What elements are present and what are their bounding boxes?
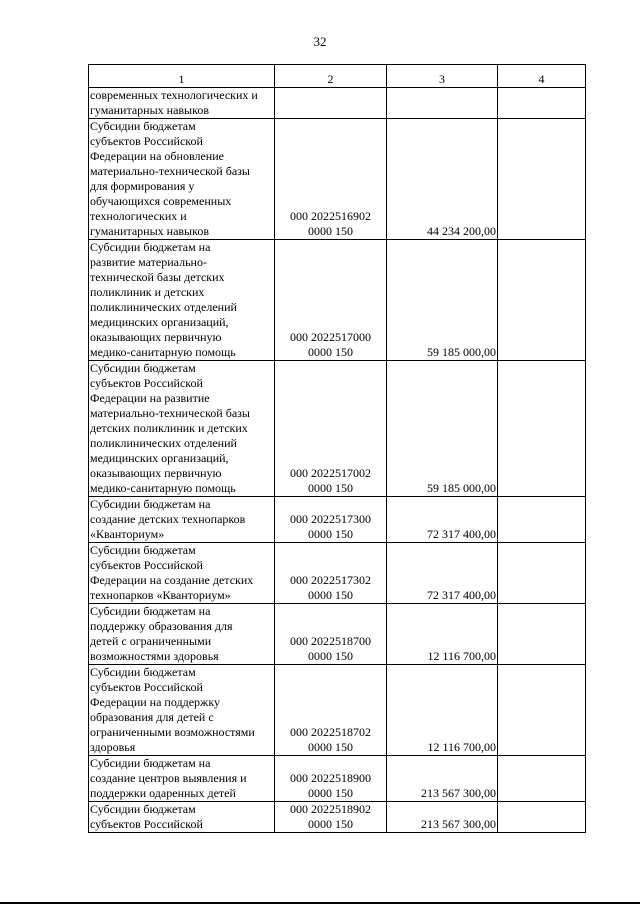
row-amount-cell: 213 567 300,00 bbox=[387, 802, 498, 833]
table-body bbox=[89, 88, 586, 833]
row-name-text: Субсидии бюджетам субъектов Российской bbox=[90, 802, 203, 831]
row-extra-cell bbox=[498, 240, 586, 361]
row-code-cell: 000 2022517002 0000 150 bbox=[275, 361, 387, 497]
row-name-cell bbox=[89, 361, 275, 497]
row-code-cell: 000 2022517300 0000 150 bbox=[275, 497, 387, 543]
row-name-cell bbox=[89, 497, 275, 543]
row-extra-cell bbox=[498, 802, 586, 833]
row-name-cell bbox=[89, 665, 275, 756]
row-code-cell: 000 2022518702 0000 150 bbox=[275, 665, 387, 756]
row-name-cell bbox=[89, 802, 275, 833]
row-name-text: современных технологических и гуманитарных навыков bbox=[90, 88, 258, 117]
table-row bbox=[89, 119, 586, 240]
table-row bbox=[89, 802, 586, 833]
column-header-2: 2 bbox=[275, 65, 387, 88]
bottom-scan-edge bbox=[0, 902, 640, 904]
row-code-cell: 000 2022518900 0000 150 bbox=[275, 756, 387, 802]
table-row bbox=[89, 543, 586, 604]
table-row bbox=[89, 665, 586, 756]
row-amount-cell: 59 185 000,00 bbox=[387, 240, 498, 361]
row-name-cell bbox=[89, 756, 275, 802]
row-name-cell bbox=[89, 240, 275, 361]
row-name-text: Субсидии бюджетам субъектов Российской Федерации на поддержку образования для детей с ограниченными возможностями здоровья bbox=[90, 665, 255, 754]
column-header-4: 4 bbox=[498, 65, 586, 88]
table-row bbox=[89, 756, 586, 802]
row-name-text: Субсидии бюджетам субъектов Российской Федерации на обновление материально-технической базы для формирования у обучающихся современных технологических и гуманитарных навыков bbox=[90, 119, 250, 238]
row-amount-cell: 59 185 000,00 bbox=[387, 361, 498, 497]
row-name-cell bbox=[89, 119, 275, 240]
row-code-cell: 000 2022518700 0000 150 bbox=[275, 604, 387, 665]
row-extra-cell bbox=[498, 361, 586, 497]
row-name-cell bbox=[89, 604, 275, 665]
row-name-text: Субсидии бюджетам на развитие материально- технической базы детских поликлиник и детских поликлинических отделений медицинских организаций, оказывающих первичную медико-санитарную помощь bbox=[90, 240, 237, 359]
row-extra-cell bbox=[498, 756, 586, 802]
row-amount-cell: 12 116 700,00 bbox=[387, 604, 498, 665]
row-name-text: Субсидии бюджетам субъектов Российской Федерации на развитие материально-технической базы детских поликлиник и детских поликлинических отделений медицинских организаций, оказывающих первичную медико-санитарную помощь bbox=[90, 361, 250, 495]
row-extra-cell bbox=[498, 543, 586, 604]
row-name-cell bbox=[89, 543, 275, 604]
row-extra-cell bbox=[498, 119, 586, 240]
table-row bbox=[89, 497, 586, 543]
table-header-row bbox=[89, 65, 586, 88]
row-amount-cell: 213 567 300,00 bbox=[387, 756, 498, 802]
table-row bbox=[89, 361, 586, 497]
column-header-3: 3 bbox=[387, 65, 498, 88]
row-name-text: Субсидии бюджетам на создание центров выявления и поддержки одаренных детей bbox=[90, 756, 247, 800]
row-code-cell: 000 2022516902 0000 150 bbox=[275, 119, 387, 240]
table-row bbox=[89, 88, 586, 119]
row-extra-cell bbox=[498, 497, 586, 543]
row-code-cell: 000 2022517302 0000 150 bbox=[275, 543, 387, 604]
row-name-text: Субсидии бюджетам на поддержку образования для детей с ограниченными возможностями здоровья bbox=[90, 604, 233, 663]
table-row bbox=[89, 240, 586, 361]
row-code-cell: 000 2022518902 0000 150 bbox=[275, 802, 387, 833]
row-extra-cell bbox=[498, 604, 586, 665]
row-code-cell: 000 2022517000 0000 150 bbox=[275, 240, 387, 361]
row-amount-cell: 72 317 400,00 bbox=[387, 497, 498, 543]
row-name-text: Субсидии бюджетам на создание детских технопарков «Кванториум» bbox=[90, 497, 246, 541]
row-amount-cell: 12 116 700,00 bbox=[387, 665, 498, 756]
row-extra-cell bbox=[498, 665, 586, 756]
budget-table bbox=[88, 64, 586, 833]
row-amount-cell: 44 234 200,00 bbox=[387, 119, 498, 240]
row-amount-cell bbox=[387, 88, 498, 119]
page-number: 32 bbox=[313, 34, 327, 49]
row-name-text: Субсидии бюджетам субъектов Российской Федерации на создание детских технопарков «Кванториум» bbox=[90, 543, 254, 602]
row-name-cell bbox=[89, 88, 275, 119]
row-code-cell bbox=[275, 88, 387, 119]
table-row bbox=[89, 604, 586, 665]
column-header-1: 1 bbox=[89, 65, 275, 88]
row-amount-cell: 72 317 400,00 bbox=[387, 543, 498, 604]
row-extra-cell bbox=[498, 88, 586, 119]
